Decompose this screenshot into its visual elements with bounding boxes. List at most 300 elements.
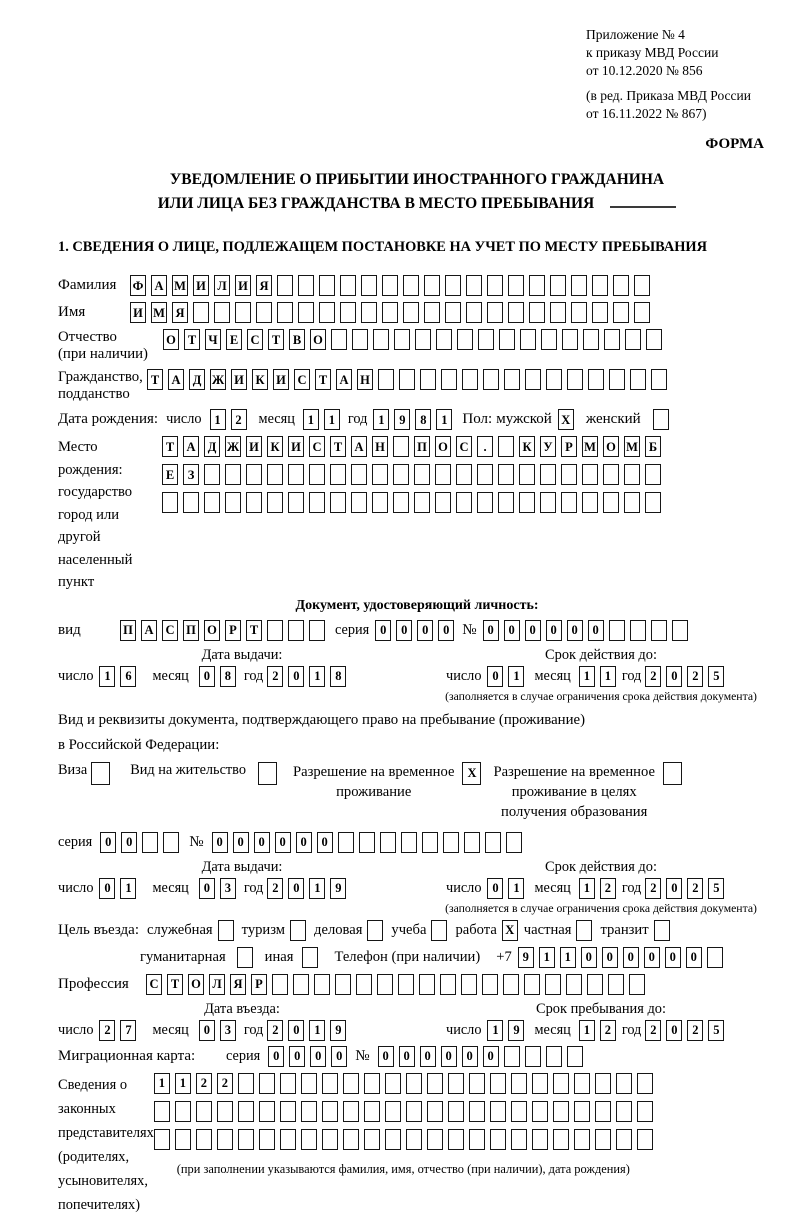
char-cell[interactable] — [235, 302, 251, 323]
char-cell[interactable]: 3 — [220, 878, 236, 899]
char-cell[interactable]: Т — [184, 329, 200, 350]
char-cell[interactable]: К — [519, 436, 535, 457]
char-cell[interactable] — [364, 1129, 380, 1150]
char-cell[interactable]: Р — [561, 436, 577, 457]
char-cell[interactable]: А — [141, 620, 157, 641]
char-cell[interactable]: 0 — [644, 947, 660, 968]
char-cell[interactable]: 1 — [560, 947, 576, 968]
char-cell[interactable] — [259, 1129, 275, 1150]
char-cell[interactable] — [567, 1046, 583, 1067]
char-cell[interactable] — [637, 1073, 653, 1094]
char-cell[interactable] — [175, 1101, 191, 1122]
char-cell[interactable] — [343, 1101, 359, 1122]
char-cell[interactable] — [456, 492, 472, 513]
char-cell[interactable]: 0 — [546, 620, 562, 641]
char-cell[interactable]: О — [310, 329, 326, 350]
char-cell[interactable] — [469, 1101, 485, 1122]
char-cell[interactable]: Д — [204, 436, 220, 457]
char-cell[interactable]: В — [289, 329, 305, 350]
purpose-transit-checkbox[interactable] — [654, 920, 670, 941]
char-cell[interactable] — [511, 1101, 527, 1122]
char-cell[interactable] — [504, 1046, 520, 1067]
char-cell[interactable]: X — [462, 762, 481, 785]
char-cell[interactable] — [372, 492, 388, 513]
char-cell[interactable] — [582, 464, 598, 485]
char-cell[interactable]: 2 — [687, 666, 703, 687]
char-cell[interactable]: 0 — [310, 1046, 326, 1067]
surname-cells[interactable] — [130, 275, 650, 296]
char-cell[interactable]: Л — [209, 974, 225, 995]
char-cell[interactable] — [608, 974, 624, 995]
char-cell[interactable] — [415, 329, 431, 350]
char-cell[interactable] — [382, 275, 398, 296]
char-cell[interactable]: 0 — [212, 832, 228, 853]
char-cell[interactable]: 1 — [487, 1020, 503, 1041]
char-cell[interactable]: Н — [372, 436, 388, 457]
char-cell[interactable]: А — [168, 369, 184, 390]
char-cell[interactable] — [351, 492, 367, 513]
char-cell[interactable]: 0 — [567, 620, 583, 641]
char-cell[interactable]: 1 — [154, 1073, 170, 1094]
char-cell[interactable] — [448, 1129, 464, 1150]
char-cell[interactable] — [457, 329, 473, 350]
char-cell[interactable] — [461, 974, 477, 995]
char-cell[interactable] — [506, 832, 522, 853]
char-cell[interactable]: Я — [230, 974, 246, 995]
purpose-official-checkbox[interactable] — [218, 920, 234, 941]
char-cell[interactable] — [546, 1046, 562, 1067]
char-cell[interactable] — [298, 302, 314, 323]
char-cell[interactable] — [508, 302, 524, 323]
char-cell[interactable]: 9 — [518, 947, 534, 968]
doc-kind-cells[interactable] — [120, 620, 325, 641]
char-cell[interactable] — [511, 1073, 527, 1094]
doc-expiry-year-cells[interactable] — [645, 666, 724, 687]
char-cell[interactable]: 2 — [645, 666, 661, 687]
char-cell[interactable] — [377, 974, 393, 995]
purpose-humanitarian-checkbox[interactable] — [237, 947, 253, 968]
permit-expiry-year-cells[interactable] — [645, 878, 724, 899]
char-cell[interactable] — [309, 620, 325, 641]
char-cell[interactable] — [487, 275, 503, 296]
char-cell[interactable]: 8 — [330, 666, 346, 687]
char-cell[interactable]: 0 — [268, 1046, 284, 1067]
char-cell[interactable]: 1 — [579, 1020, 595, 1041]
char-cell[interactable]: Р — [225, 620, 241, 641]
char-cell[interactable]: 0 — [504, 620, 520, 641]
char-cell[interactable]: 0 — [686, 947, 702, 968]
char-cell[interactable] — [576, 920, 592, 941]
char-cell[interactable] — [343, 1129, 359, 1150]
char-cell[interactable]: 1 — [175, 1073, 191, 1094]
char-cell[interactable] — [237, 947, 253, 968]
char-cell[interactable] — [335, 974, 351, 995]
migration-series-cells[interactable] — [268, 1046, 347, 1067]
char-cell[interactable] — [367, 920, 383, 941]
char-cell[interactable] — [293, 974, 309, 995]
char-cell[interactable] — [154, 1101, 170, 1122]
char-cell[interactable] — [445, 275, 461, 296]
char-cell[interactable]: М — [624, 436, 640, 457]
permit-expiry-day-cells[interactable] — [487, 878, 524, 899]
char-cell[interactable]: А — [351, 436, 367, 457]
char-cell[interactable]: 2 — [645, 878, 661, 899]
char-cell[interactable] — [561, 464, 577, 485]
char-cell[interactable]: 0 — [462, 1046, 478, 1067]
char-cell[interactable]: 5 — [708, 878, 724, 899]
char-cell[interactable]: А — [151, 275, 167, 296]
char-cell[interactable] — [225, 492, 241, 513]
char-cell[interactable] — [613, 275, 629, 296]
char-cell[interactable] — [352, 329, 368, 350]
char-cell[interactable]: 0 — [666, 878, 682, 899]
char-cell[interactable] — [196, 1101, 212, 1122]
char-cell[interactable] — [364, 1073, 380, 1094]
temp-permit-edu-checkbox[interactable] — [663, 762, 682, 785]
char-cell[interactable]: 1 — [579, 666, 595, 687]
char-cell[interactable]: 0 — [275, 832, 291, 853]
char-cell[interactable] — [440, 974, 456, 995]
migration-number-cells[interactable] — [378, 1046, 583, 1067]
char-cell[interactable]: 1 — [436, 409, 452, 430]
char-cell[interactable] — [288, 492, 304, 513]
char-cell[interactable] — [483, 369, 499, 390]
char-cell[interactable] — [414, 464, 430, 485]
char-cell[interactable]: А — [336, 369, 352, 390]
char-cell[interactable] — [478, 329, 494, 350]
char-cell[interactable] — [361, 302, 377, 323]
char-cell[interactable] — [427, 1129, 443, 1150]
char-cell[interactable] — [624, 464, 640, 485]
char-cell[interactable]: 9 — [508, 1020, 524, 1041]
char-cell[interactable]: Я — [172, 302, 188, 323]
permit-expiry-month-cells[interactable] — [579, 878, 616, 899]
char-cell[interactable]: 0 — [199, 878, 215, 899]
char-cell[interactable] — [401, 832, 417, 853]
char-cell[interactable] — [259, 1101, 275, 1122]
char-cell[interactable]: 1 — [309, 666, 325, 687]
char-cell[interactable]: 0 — [602, 947, 618, 968]
char-cell[interactable]: П — [120, 620, 136, 641]
char-cell[interactable] — [277, 302, 293, 323]
citizenship-cells[interactable] — [147, 369, 667, 390]
given-name-cells[interactable] — [130, 302, 650, 323]
char-cell[interactable] — [487, 302, 503, 323]
char-cell[interactable]: 2 — [231, 409, 247, 430]
char-cell[interactable]: 0 — [487, 666, 503, 687]
profession-cells[interactable] — [146, 974, 645, 995]
char-cell[interactable] — [499, 329, 515, 350]
char-cell[interactable]: И — [231, 369, 247, 390]
char-cell[interactable]: С — [146, 974, 162, 995]
char-cell[interactable]: 1 — [539, 947, 555, 968]
char-cell[interactable] — [707, 947, 723, 968]
permit-issue-month-cells[interactable] — [199, 878, 236, 899]
visa-checkbox[interactable] — [91, 762, 110, 785]
patronymic-cells[interactable] — [163, 329, 662, 350]
char-cell[interactable] — [298, 275, 314, 296]
char-cell[interactable] — [441, 369, 457, 390]
birth-month-cells[interactable] — [303, 409, 340, 430]
char-cell[interactable]: 2 — [196, 1073, 212, 1094]
char-cell[interactable] — [646, 329, 662, 350]
char-cell[interactable]: И — [246, 436, 262, 457]
char-cell[interactable]: 5 — [708, 666, 724, 687]
char-cell[interactable] — [616, 1101, 632, 1122]
char-cell[interactable] — [238, 1129, 254, 1150]
char-cell[interactable] — [582, 492, 598, 513]
char-cell[interactable] — [498, 492, 514, 513]
char-cell[interactable]: 0 — [317, 832, 333, 853]
char-cell[interactable] — [574, 1129, 590, 1150]
char-cell[interactable]: Т — [167, 974, 183, 995]
char-cell[interactable]: 0 — [121, 832, 137, 853]
char-cell[interactable] — [448, 1073, 464, 1094]
char-cell[interactable] — [256, 302, 272, 323]
char-cell[interactable]: 1 — [120, 878, 136, 899]
char-cell[interactable] — [634, 302, 650, 323]
purpose-work-checkbox[interactable] — [502, 920, 518, 941]
char-cell[interactable] — [246, 492, 262, 513]
char-cell[interactable] — [464, 832, 480, 853]
representatives-cells-row3[interactable] — [154, 1129, 653, 1150]
char-cell[interactable]: О — [163, 329, 179, 350]
char-cell[interactable]: О — [188, 974, 204, 995]
char-cell[interactable] — [343, 1073, 359, 1094]
char-cell[interactable]: 0 — [288, 666, 304, 687]
char-cell[interactable] — [399, 369, 415, 390]
doc-expiry-month-cells[interactable] — [579, 666, 616, 687]
char-cell[interactable]: 0 — [417, 620, 433, 641]
char-cell[interactable]: 0 — [441, 1046, 457, 1067]
char-cell[interactable] — [340, 275, 356, 296]
char-cell[interactable] — [511, 1129, 527, 1150]
permit-issue-year-cells[interactable] — [267, 878, 346, 899]
char-cell[interactable] — [651, 369, 667, 390]
char-cell[interactable] — [427, 1073, 443, 1094]
char-cell[interactable]: С — [456, 436, 472, 457]
char-cell[interactable]: 8 — [220, 666, 236, 687]
char-cell[interactable] — [616, 1129, 632, 1150]
char-cell[interactable] — [519, 492, 535, 513]
char-cell[interactable]: 0 — [375, 620, 391, 641]
char-cell[interactable] — [445, 302, 461, 323]
char-cell[interactable] — [562, 329, 578, 350]
char-cell[interactable]: X — [502, 920, 518, 941]
char-cell[interactable]: 0 — [331, 1046, 347, 1067]
representatives-cells-row1[interactable] — [154, 1073, 653, 1094]
char-cell[interactable]: 0 — [199, 1020, 215, 1041]
char-cell[interactable] — [217, 1101, 233, 1122]
char-cell[interactable] — [361, 275, 377, 296]
char-cell[interactable] — [532, 1129, 548, 1150]
char-cell[interactable]: Т — [246, 620, 262, 641]
char-cell[interactable] — [651, 620, 667, 641]
char-cell[interactable]: С — [247, 329, 263, 350]
char-cell[interactable] — [603, 492, 619, 513]
char-cell[interactable]: С — [294, 369, 310, 390]
char-cell[interactable]: 0 — [420, 1046, 436, 1067]
char-cell[interactable] — [436, 329, 452, 350]
char-cell[interactable]: 2 — [267, 666, 283, 687]
char-cell[interactable] — [142, 832, 158, 853]
char-cell[interactable] — [267, 492, 283, 513]
char-cell[interactable] — [490, 1101, 506, 1122]
char-cell[interactable] — [290, 920, 306, 941]
char-cell[interactable] — [541, 329, 557, 350]
char-cell[interactable] — [91, 762, 110, 785]
char-cell[interactable]: П — [414, 436, 430, 457]
char-cell[interactable]: 2 — [267, 1020, 283, 1041]
char-cell[interactable] — [525, 1046, 541, 1067]
char-cell[interactable] — [288, 620, 304, 641]
char-cell[interactable] — [280, 1073, 296, 1094]
char-cell[interactable] — [595, 1073, 611, 1094]
char-cell[interactable] — [498, 464, 514, 485]
char-cell[interactable] — [613, 302, 629, 323]
char-cell[interactable]: 2 — [267, 878, 283, 899]
char-cell[interactable] — [672, 620, 688, 641]
char-cell[interactable] — [301, 1129, 317, 1150]
doc-series-cells[interactable] — [375, 620, 454, 641]
char-cell[interactable]: 0 — [525, 620, 541, 641]
char-cell[interactable] — [625, 329, 641, 350]
char-cell[interactable] — [288, 464, 304, 485]
char-cell[interactable] — [546, 369, 562, 390]
char-cell[interactable] — [406, 1129, 422, 1150]
char-cell[interactable] — [469, 1073, 485, 1094]
char-cell[interactable]: Ч — [205, 329, 221, 350]
char-cell[interactable] — [301, 1101, 317, 1122]
char-cell[interactable]: Е — [226, 329, 242, 350]
char-cell[interactable] — [653, 409, 669, 430]
char-cell[interactable] — [571, 275, 587, 296]
char-cell[interactable]: Е — [162, 464, 178, 485]
char-cell[interactable] — [403, 302, 419, 323]
char-cell[interactable]: Т — [315, 369, 331, 390]
char-cell[interactable] — [645, 492, 661, 513]
sex-female-checkbox[interactable] — [653, 409, 669, 430]
char-cell[interactable]: Я — [256, 275, 272, 296]
char-cell[interactable] — [385, 1073, 401, 1094]
char-cell[interactable] — [482, 974, 498, 995]
char-cell[interactable]: Р — [251, 974, 267, 995]
title-blank-line[interactable] — [610, 194, 676, 208]
char-cell[interactable] — [403, 275, 419, 296]
char-cell[interactable] — [645, 464, 661, 485]
birthplace-cells-row2[interactable] — [162, 464, 661, 485]
char-cell[interactable] — [525, 369, 541, 390]
char-cell[interactable]: П — [183, 620, 199, 641]
char-cell[interactable] — [503, 974, 519, 995]
char-cell[interactable] — [550, 275, 566, 296]
permit-issue-day-cells[interactable] — [99, 878, 136, 899]
char-cell[interactable]: А — [183, 436, 199, 457]
char-cell[interactable] — [485, 832, 501, 853]
char-cell[interactable] — [338, 832, 354, 853]
char-cell[interactable]: . — [477, 436, 493, 457]
char-cell[interactable] — [398, 974, 414, 995]
char-cell[interactable] — [238, 1101, 254, 1122]
char-cell[interactable]: 5 — [708, 1020, 724, 1041]
char-cell[interactable] — [435, 464, 451, 485]
phone-cells[interactable] — [518, 947, 723, 968]
birthplace-cells-row1[interactable] — [162, 436, 661, 457]
char-cell[interactable] — [331, 329, 347, 350]
char-cell[interactable]: 0 — [623, 947, 639, 968]
char-cell[interactable]: М — [172, 275, 188, 296]
char-cell[interactable] — [550, 302, 566, 323]
char-cell[interactable] — [616, 1073, 632, 1094]
char-cell[interactable]: Ж — [225, 436, 241, 457]
char-cell[interactable]: Б — [645, 436, 661, 457]
char-cell[interactable]: Н — [357, 369, 373, 390]
char-cell[interactable] — [378, 369, 394, 390]
char-cell[interactable]: Т — [268, 329, 284, 350]
char-cell[interactable] — [574, 1101, 590, 1122]
char-cell[interactable] — [204, 492, 220, 513]
char-cell[interactable] — [424, 302, 440, 323]
char-cell[interactable] — [524, 974, 540, 995]
char-cell[interactable] — [637, 1101, 653, 1122]
char-cell[interactable]: 2 — [217, 1073, 233, 1094]
char-cell[interactable] — [456, 464, 472, 485]
char-cell[interactable]: 3 — [220, 1020, 236, 1041]
char-cell[interactable] — [477, 464, 493, 485]
char-cell[interactable] — [637, 1129, 653, 1150]
char-cell[interactable]: 0 — [483, 620, 499, 641]
purpose-business-checkbox[interactable] — [367, 920, 383, 941]
char-cell[interactable] — [435, 492, 451, 513]
char-cell[interactable]: 1 — [579, 878, 595, 899]
char-cell[interactable]: 0 — [233, 832, 249, 853]
char-cell[interactable] — [540, 464, 556, 485]
char-cell[interactable] — [380, 832, 396, 853]
char-cell[interactable] — [566, 974, 582, 995]
char-cell[interactable] — [351, 464, 367, 485]
char-cell[interactable] — [214, 302, 230, 323]
char-cell[interactable]: 2 — [687, 878, 703, 899]
char-cell[interactable] — [520, 329, 536, 350]
char-cell[interactable] — [654, 920, 670, 941]
birthplace-cells-row3[interactable] — [162, 492, 661, 513]
char-cell[interactable] — [553, 1073, 569, 1094]
char-cell[interactable]: О — [603, 436, 619, 457]
purpose-private-checkbox[interactable] — [576, 920, 592, 941]
char-cell[interactable] — [587, 974, 603, 995]
char-cell[interactable] — [385, 1129, 401, 1150]
char-cell[interactable]: М — [582, 436, 598, 457]
char-cell[interactable] — [592, 302, 608, 323]
char-cell[interactable] — [302, 947, 318, 968]
char-cell[interactable] — [394, 329, 410, 350]
char-cell[interactable]: 0 — [665, 947, 681, 968]
char-cell[interactable]: 1 — [309, 878, 325, 899]
char-cell[interactable]: Т — [162, 436, 178, 457]
char-cell[interactable]: Ф — [130, 275, 146, 296]
char-cell[interactable]: 9 — [330, 878, 346, 899]
char-cell[interactable]: 1 — [309, 1020, 325, 1041]
char-cell[interactable] — [583, 329, 599, 350]
char-cell[interactable]: 0 — [396, 620, 412, 641]
char-cell[interactable] — [532, 1073, 548, 1094]
char-cell[interactable] — [340, 302, 356, 323]
char-cell[interactable]: О — [435, 436, 451, 457]
char-cell[interactable] — [609, 620, 625, 641]
char-cell[interactable] — [490, 1129, 506, 1150]
char-cell[interactable] — [393, 464, 409, 485]
char-cell[interactable] — [163, 832, 179, 853]
